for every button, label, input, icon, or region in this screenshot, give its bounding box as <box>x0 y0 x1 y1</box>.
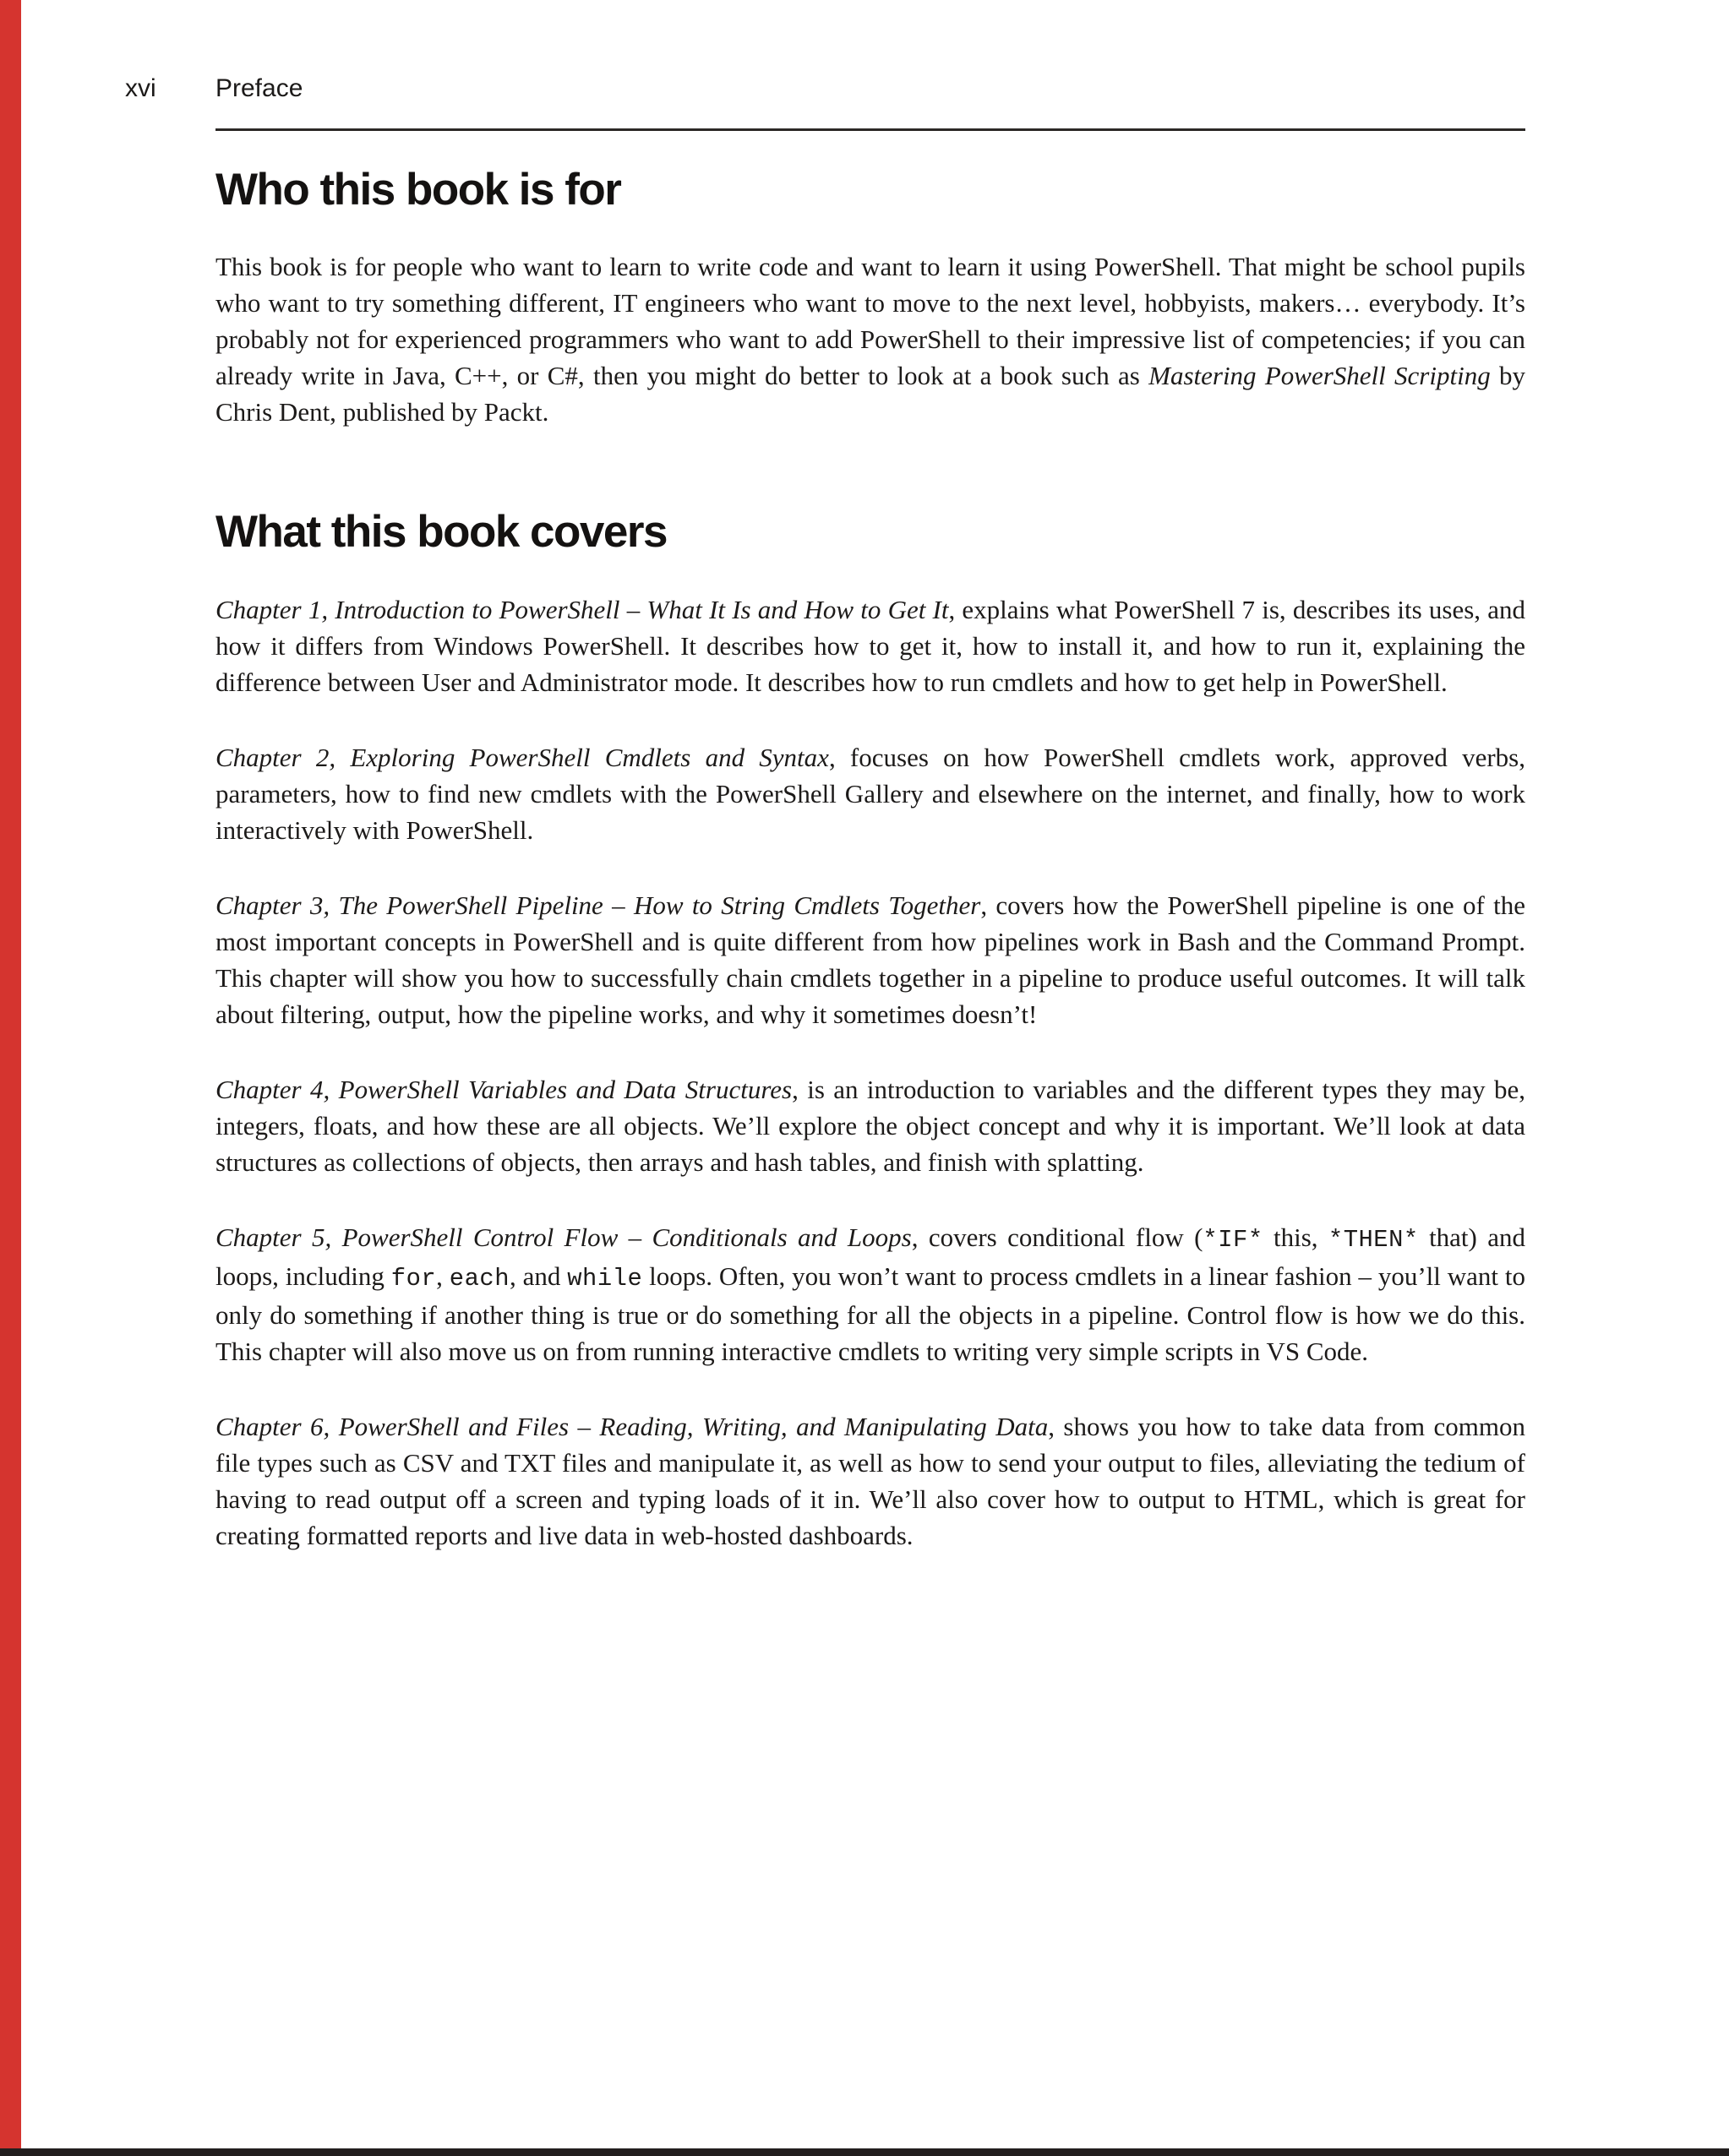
page-content <box>215 166 1525 1554</box>
paragraph-chapter-3: Chapter 3, The PowerShell Pipeline – How to String Cmdlets Together, covers how the PowerShell pipeline is one of the most important concepts in PowerShell and is quite different from how pipelines work in Bash and the Command Prompt. This chapter will show you how to successfully chain cmdlets together in a pipeline to produce useful outcomes. It will talk about filtering, output, how the pipeline works, and why it sometimes doesn’t! <box>215 890 1525 1029</box>
running-header-title: Preface <box>215 74 303 102</box>
left-accent-bar <box>0 0 21 2156</box>
header-rule <box>215 128 1525 131</box>
section-heading-who-this-book-is-for: Who this book is for <box>215 165 621 215</box>
paragraph-chapter-6: Chapter 6, PowerShell and Files – Reading, Writing, and Manipulating Data, shows you how to take data from common file types such as CSV and TXT files and manipulate it, as well as how to send your output to files, alleviating the tedium of having to read output off a screen and typing loads of it in. We’ll also cover how to output to HTML, which is great for creating formatted reports and live data in web-hosted dashboards. <box>215 1411 1525 1550</box>
paragraph-chapter-2: Chapter 2, Exploring PowerShell Cmdlets and Syntax, focuses on how PowerShell cmdlets work, approved verbs, parameters, how to find new cmdlets with the PowerShell Gallery and elsewhere on the internet, and finally, how to work interactively with PowerShell. <box>215 742 1525 845</box>
paragraph-chapter-1: Chapter 1, Introduction to PowerShell – What It Is and How to Get It, explains what PowerShell 7 is, describes its uses, and how it differs from Windows PowerShell. It describes how to get it, how to install it, and how to run it, explaining the difference between User and Administrator mode. It describes how to run cmdlets and how to get help in PowerShell. <box>215 594 1525 697</box>
section-heading-what-this-book-covers: What this book covers <box>215 507 667 558</box>
paragraph-audience: This book is for people who want to learn to write code and want to learn it using PowerShell. That might be school pupils who want to try something different, IT engineers who want to move to the next level, hobbyists, makers… everybody. It’s probably not for experienced programmers who want to add PowerShell to their impressive list of competencies; if you can already write in Java, C++, or C#, then you might do better to look at a book such as Mastering PowerShell Scripting by Chris Dent, published by Packt. <box>215 252 1525 427</box>
paragraph-chapter-5: Chapter 5, PowerShell Control Flow – Conditionals and Loops, covers conditional flow (*IF* this, *THEN* that) and loops, including for, each, and while loops. Often, you won’t want to process cmdlets in a linear fashion – you’ll want to only do something if another thing is true or do something for all the objects in a pipeline. Control flow is how we do this. This chapter will also move us on from running interactive cmdlets to writing very simple scripts in VS Code. <box>215 1222 1526 1366</box>
page-number: xvi <box>125 74 156 102</box>
bottom-bar <box>0 2148 1729 2156</box>
paragraph-chapter-4: Chapter 4, PowerShell Variables and Data Structures, is an introduction to variables and the different types they may be, integers, floats, and how these are all objects. We’ll explore the object concept and why it is important. We’ll look at data structures as collections of objects, then arrays and hash tables, and finish with splatting. <box>215 1074 1525 1177</box>
